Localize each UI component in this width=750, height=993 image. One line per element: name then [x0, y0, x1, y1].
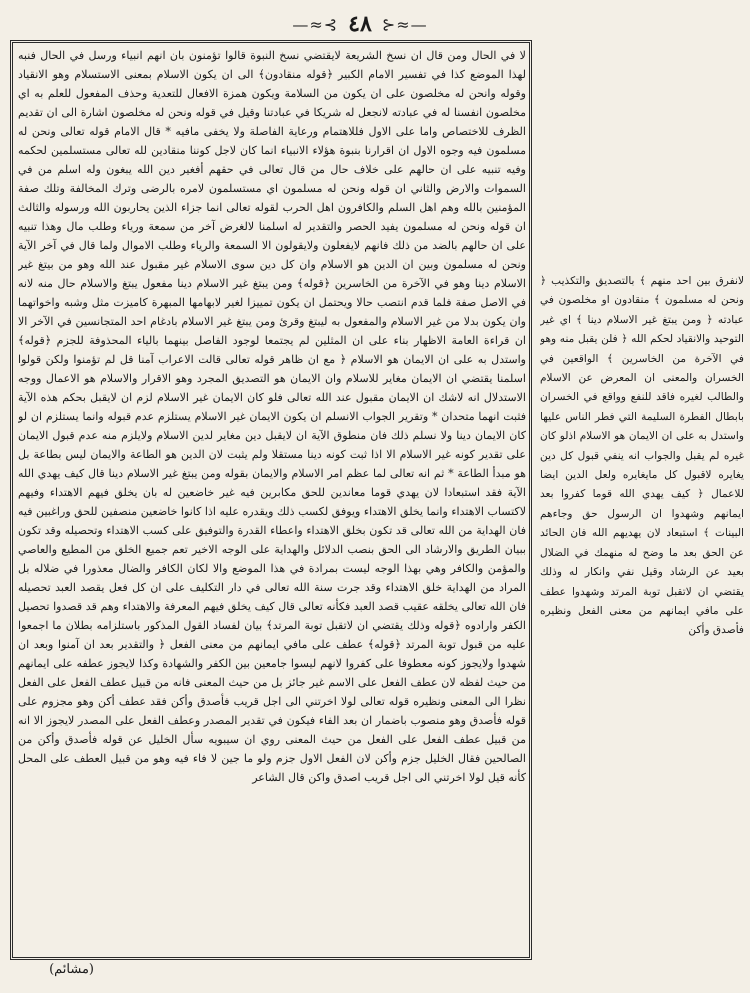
ornament-left: —≈⊰	[292, 14, 339, 34]
catchword: (مشائم)	[49, 962, 94, 977]
margin-commentary	[540, 272, 744, 832]
margin-text-body: لانفرق بين احد منهم ﴾ بالتصديق والتكذيب ﴿ ونحن له مسلمون ﴾ منقادون او مخلصون في عبادته ﴿ ومن يبتغ غير الاسلام دينا ﴾ اي غير التوحيد والانقياد لحكم الله ﴿ فلن يقبل منه وهو في الآخرة من الخاسرين ﴾ الواقعين في الخسران والمعنى ان المعرض عن الاسلام والطالب لغيره فاقد للنفع وواقع في الخسران بابطال الفطرة السليمة التي فطر الناس عليها واستدل به على ان الايمان هو الاسلام اذلو كان غيره لم يقبل والجواب انه ينفي قبول كل دين يغايره لاقبول كل مايغايره ولعل الدين ايضا للاعمال ﴿ كيف يهدي الله قوما كفروا بعد ايمانهم وشهدوا ان الرسول حق وجاءهم البينات ﴾ استبعاد لان يهديهم الله فان الحائد عن الحق بعد ما وضح له منهمك في الضلال بعيد عن الرشاد وقيل نفي وانكار له وذلك يقتضي ان لاتقبل توبة المرتد وشهدوا عطف على مافي ايمانهم من معنى الفعل ونظيره فأصدق وأكن	[540, 275, 744, 637]
page-number: ٤٨	[348, 11, 372, 37]
page-header	[230, 6, 490, 42]
main-text-body: لا في الحال ومن قال ان نسخ الشريعة لايقتضي نسخ النبوة قالوا تؤمنون بان انهم انبياء ورسل في الحال فنبه لهذا الموضع كذا في تفسير الامام الكبير ﴿قوله منقادون﴾ الى ان يكون الاسلام بمعنى الاستسلام وهو الانقياد وقوله وانحن له مخلصون على ان يكون من السلامة ويكون همزة الافعال للتعدية وحذف المفعول للعلم به اي مخلصون انفسنا له في عبادته لانجعل له شريكا في عبادتنا وقيل في قوله ونحن له مخلصون اشارة الى ان تقديم الظرف للاختصاص واما على الاول فللاهتمام ورعاية الفاصلة ولا يخفى مافيه * قال الامام قوله تعالى ونحن له مسلمون فيه وجوه الاول ان اقرارنا بنبوة هؤلاء الانبياء انما كان لاجل كوننا منقادين لله تعالى مستسلمين لحكمه وفيه تنبيه على ان حالهم على خلاف حال من قال تعالى في حقهم أفغير دين الله يبغون وله اسلم من في السموات والارض والثاني ان قوله ونحن له مسلمون اي مستسلمون لامره بالرضى وترك المخالفة وتلك صفة المؤمنين بالله وهم اهل السلم والكافرون اهل الحرب لقوله تعالى انما جزاء الذين يحاربون الله ورسوله والثالث ان قوله ونحن له مسلمون يفيد الحصر والتقدير له اسلمنا لالغرض آخر من سمعة ورياء وطلب مال وهذا تنبيه على ان حالهم بالضد من ذلك فانهم لايفعلون ولايقولون الا السمعة والرياء وطلب الاموال ولما قال في آخر الآية ونحن له مسلمون وبين ان الدين هو الاسلام وان كل دين سوى الاسلام غير مقبول عند الله وهو من بيتغ غير الاسلام دينا وهو في الآخرة من الخاسرين ﴿قوله﴾ ومن يبتغ غير الاسلام دينا مفعول يبتغ والاسلام حال منه لانه في الاصل صفة فلما قدم انتصب حالا ويحتمل ان يكون تمييزا لغير لابهامها المبهرة كاميزت مثل وشبه واخواتهما وان يكون بدلا من غير الاسلام والمفعول به ليبتغ وقرئ ومن يبتغ غير الاسلام بادغام احد المتجانسين في الآخر الا ان قراءة العامة الاظهار بناء على ان المثلين لم يجتمعا لوجود الفاصل بينهما بالياء المحذوفة للجزم ﴿قوله﴾ واستدل به على ان الايمان هو الاسلام ﴿ مع ان ظاهر قوله تعالى قالت الاعراب آمنا قل لم تؤمنوا ولكن قولوا اسلمنا يقتضي ان الايمان مغاير للاسلام وان الايمان هو التصديق المجرد وهو الاقرار والاسلام هو الاعمال ووجه الاستدلال انه لاشك ان الايمان مقبول عند الله تعالى فلو كان الايمان غير الاسلام لزم ان لايقبل بحكم هذه الآية فثبت انهما متحدان * وتقرير الجواب الانسلم ان يكون الايمان غير الاسلام يستلزم عدم قبوله وانما يستلزم ان لو كان الايمان دينا ولا نسلم ذلك فان منطوق الآية ان لايقبل دين مغاير لدين الاسلام ولايلزم منه عدم قبول الايمان على تقدير كونه غير الاسلام الا اذا ثبت كونه دينا مستقلا ولم يثبت لان الدين هو الطاعة والايمان ليس بطاعة بل هو مبدأ الطاعة * ثم انه تعالى لما عظم امر الاسلام والايمان بقوله ومن يبتغ غير الاسلام دينا قال كيف يهدي الله الآية فقد استبعادا لان يهدي قوما معاندين للحق مكابرين فيه غير خاضعين له بان يخلق فيهم الاهتداء وفيهم لاكتساب الاهتداء وانما يخلق الاهتداء ويوفق لكسب ذلك ويقدره عليه اذا كانوا خاضعين منصفين للحق وراغبين فيه فان الهداية من الله تعالى قد تكون بخلق الاهتداء واعطاء القدرة والتوفيق على كسب الاهتداء وتحصيله وقد تكون ببيان الطريق والارشاد الى الحق بنصب الدلائل والهداية على الوجه الاخير تعم جميع الخلق من المطيع والعاصي والمؤمن والكافر وهي بهذا الوجه ليست بمرادة في هذا الموضع والا لكان الكافر والضال معذورا في ضلاله بل المراد من الهداية خلق الاهتداء وقد جرت سنة الله تعالى في دار التكليف على ان كل فعل يقصد العبد تحصيله فان الله تعالى يخلقه عقيب قصد العبد فكأنه تعالى قال كيف يخلق فيهم المعرفة والاهتداء وهم قد قصدوا تحصيل الكفر وارادوه ﴿قوله وذلك يقتضي ان لاتقبل توبة المرتد﴾ بيان لفساد القول المذكور باستلزامه بطلان ما اجمعوا عليه من قبول توبة المرتد ﴿قوله﴾ عطف على مافي ايمانهم من معنى الفعل ﴿ والتقدير بعد ان آمنوا وبعد ان شهدوا ولايجوز كونه معطوفا على كفروا لانهم ليسوا جامعين بين الكفر والشهادة وكذا لايجوز عطفه على ايمانهم من حيث لفظه لان عطف الفعل على الاسم غير جائز بل من حيث المعنى فانه من قبيل عطف الفعل على الفعل نظرا الى المعنى ونظيره قوله تعالى لولا اخرتني الى اجل قريب فأصدق وأكن فقد عطف أكن وهو مجزوم على قوله فأصدق وهو منصوب باضمار ان بعد الفاء فيكون في تقدير المصدر وعطف الفعل على المصدر لايجوز الا انه من قبيل عطف الفعل على الفعل من حيث المعنى روي ان سيبويه سأل الخليل عن قوله فأصدق وأكن من الصالحين فقال الخليل جزم وأكن لان الفعل الاول جزم ولو ما جين لا فاء فيه وهو من قبيل العطف على المحل كأنه قيل لولا اخرتني الى اجل قريب اصدق واكن قال الشاعر	[18, 49, 526, 784]
main-text-block	[18, 46, 526, 954]
ornament-right: ⊱≈—	[381, 14, 428, 34]
